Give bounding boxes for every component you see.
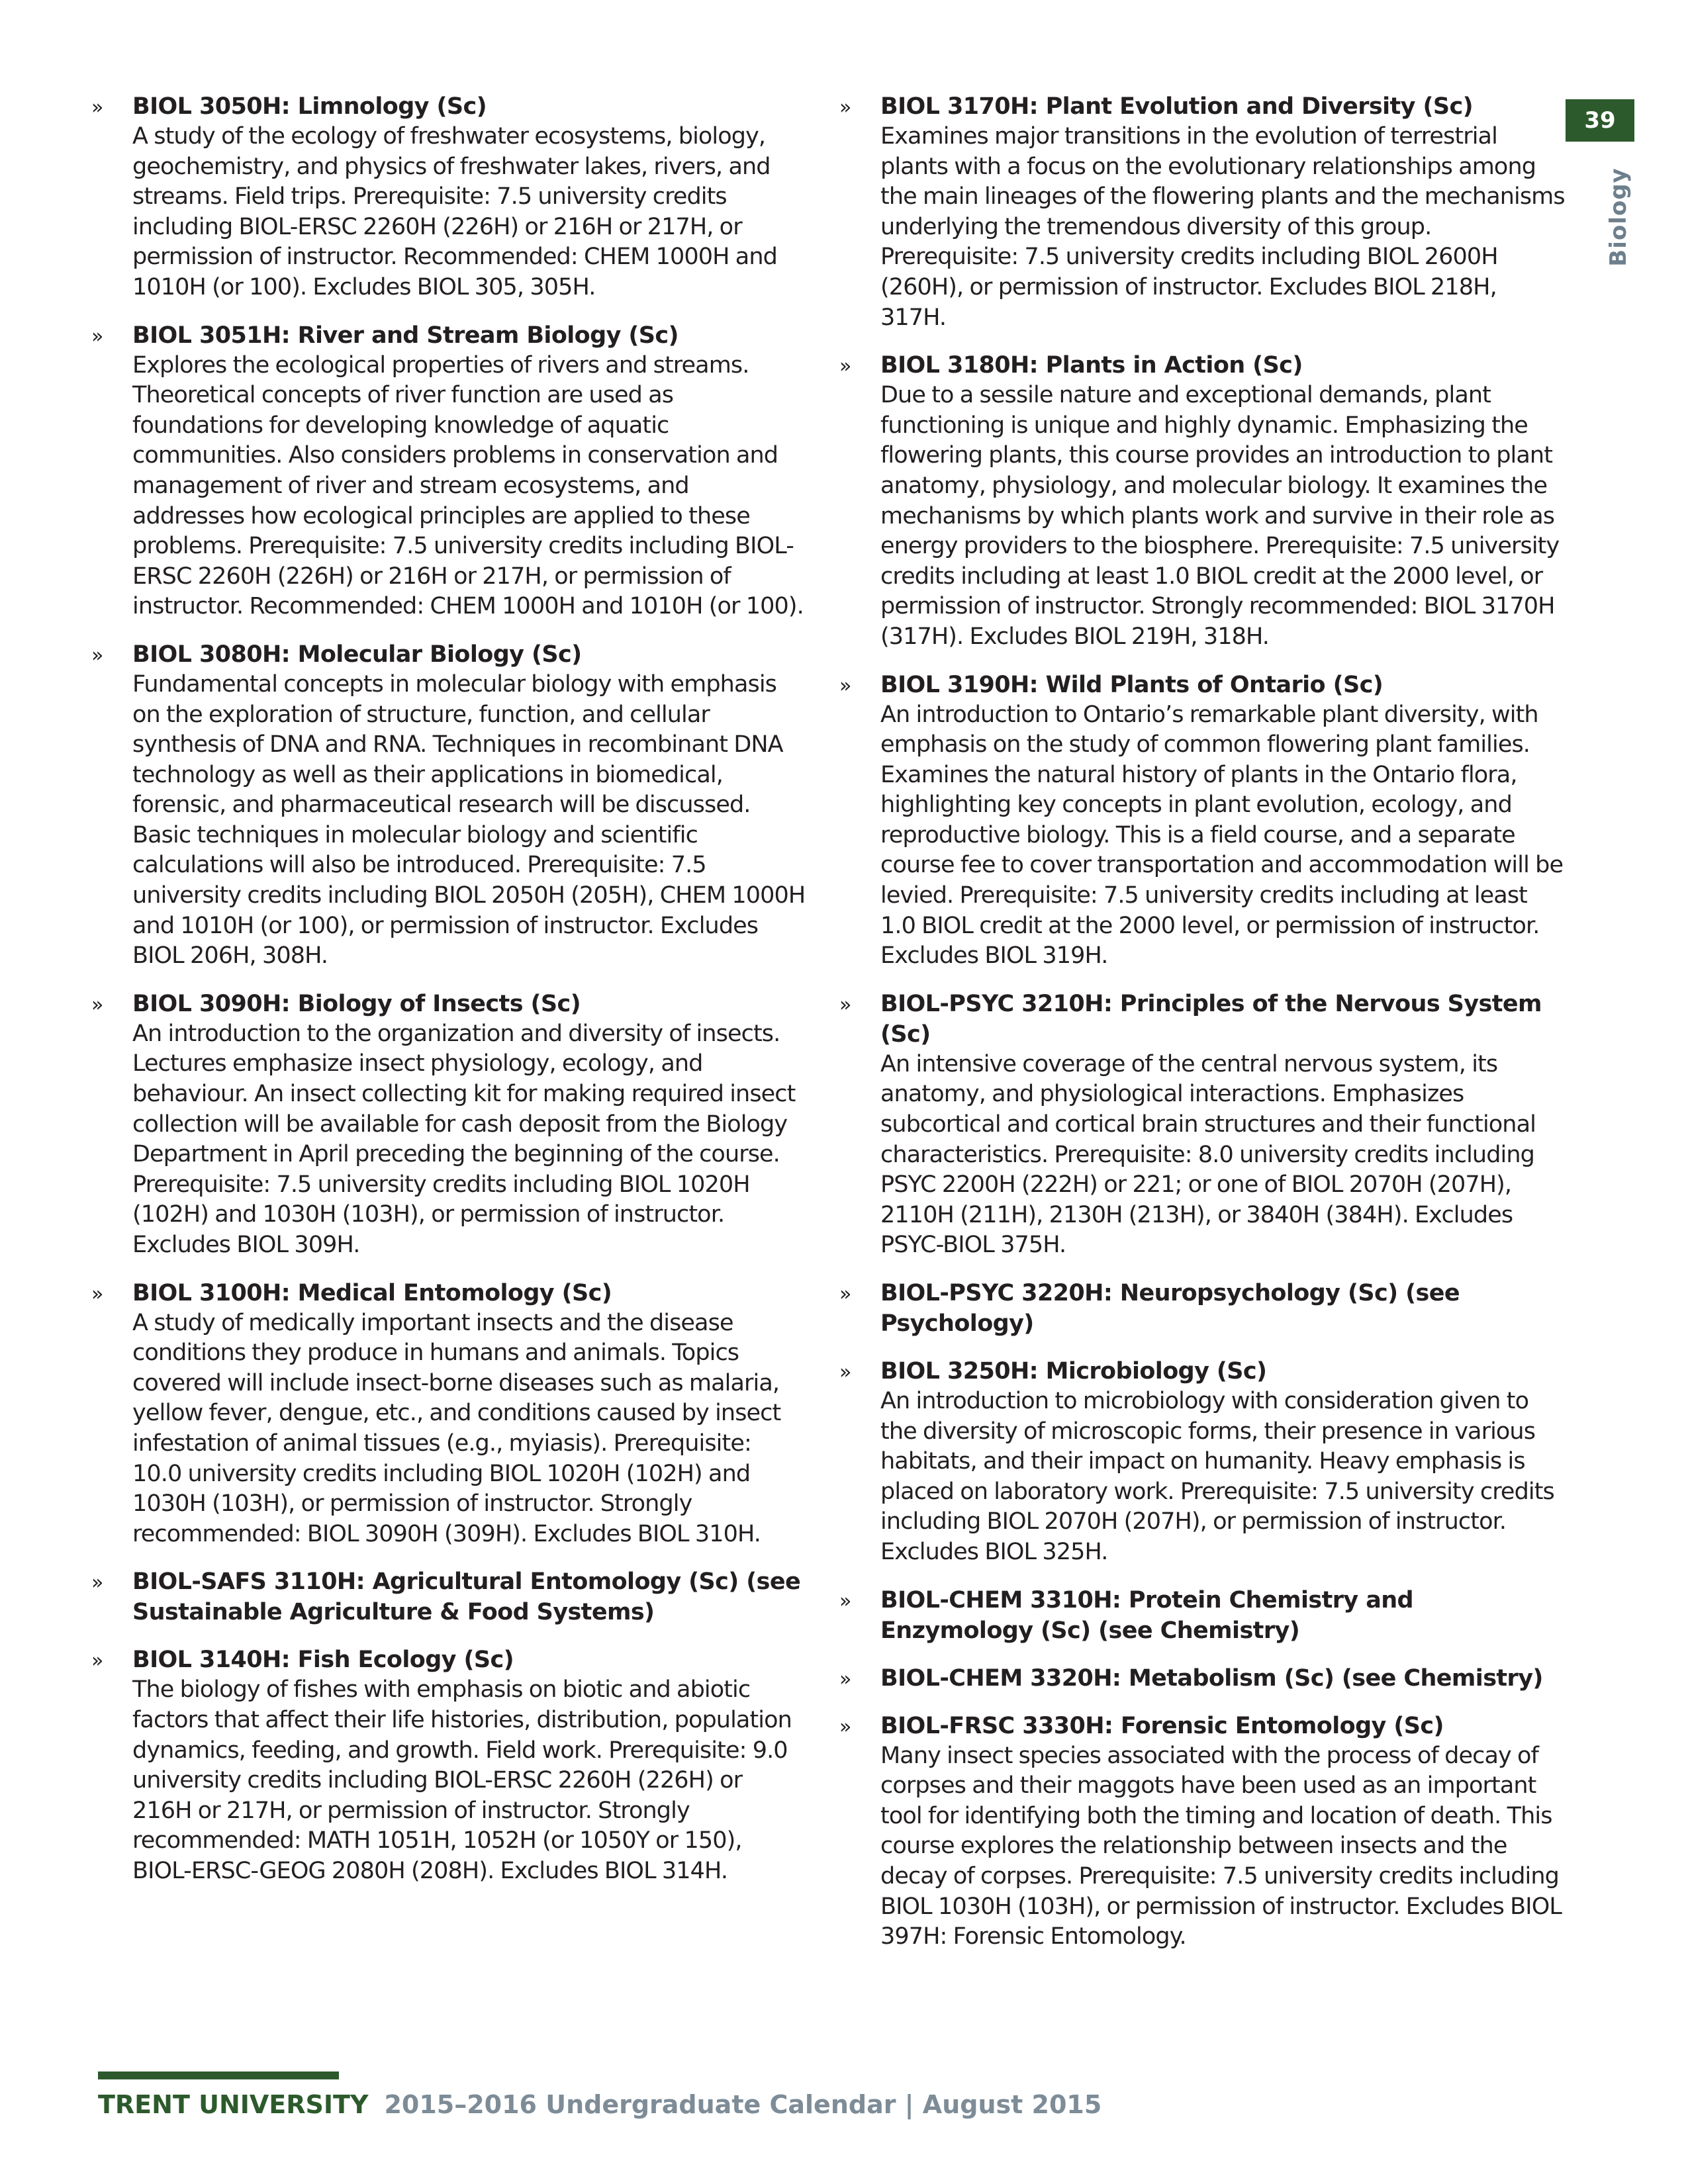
course-entry-biol-chem-3320h: [839, 1663, 1568, 1694]
course-description: Explores the ecological properties of rivers and streams. Theoretical concepts of river function are used as foundations for developing knowledge of aquatic communities. Also considers problems in conservation and management of river and stream ecosystems, and addresses how ecological principles are applied to these problems. Prerequisite: 7.5 university credits including BIOL-ERSC 2260H (226H) or 216H or 217H, or permission of instructor. Recommended: CHEM 1000H and 1010H (or 100).: [132, 351, 804, 620]
course-entry-biol-3250h: [839, 1356, 1568, 1568]
course-title: BIOL 3051H: River and Stream Biology (Sc): [132, 322, 679, 349]
bullet-icon: »: [839, 674, 852, 698]
page-number: 39: [1566, 99, 1634, 142]
course-title: BIOL-CHEM 3320H: Metabolism (Sc) (see Chemistry): [880, 1664, 1543, 1692]
course-description: A study of medically important insects and the disease conditions they produce in humans and animals. Topics covered will include insect-borne diseases such as malaria, yellow fever, dengue, etc., and conditions caused by insect infestation of animal tissues (e.g., myiasis). Prerequisite: 10.0 university credits including BIOL 1020H (102H) and 1030H (103H), or permission of instructor. Strongly recommended: BIOL 3090H (309H). Excludes BIOL 310H.: [132, 1309, 781, 1547]
course-entry-biol-3180h: [839, 350, 1568, 652]
course-description: Due to a sessile nature and exceptional demands, plant functioning is unique and highly dynamic. Emphasizing the flowering plants, this course provides an introduction to plant anatomy, physiology, and molecular biology. It examines the mechanisms by which plants work and survive in their role as energy providers to the biosphere. Prerequisite: 7.5 university credits including at least 1.0 BIOL credit at the 2000 level, or permission of instructor. Strongly recommended: BIOL 3170H (317H). Excludes BIOL 219H, 318H.: [880, 382, 1560, 650]
course-title: BIOL 3140H: Fish Ecology (Sc): [132, 1647, 514, 1674]
footer-rule: [98, 2071, 339, 2079]
section-label: [1569, 167, 1668, 267]
course-entry-biol-3170h: [839, 91, 1568, 333]
course-entry-biol-frsc-3330h: [839, 1711, 1568, 1952]
footer-university: TRENT UNIVERSITY: [98, 2090, 369, 2119]
bullet-icon: »: [91, 324, 104, 348]
course-title: BIOL-SAFS 3110H: Agricultural Entomology (Sc) (see Sustainable Agriculture & Food Systems): [132, 1569, 801, 1626]
course-title: BIOL-CHEM 3310H: Protein Chemistry and Enzymology (Sc) (see Chemistry): [880, 1586, 1414, 1644]
course-entry-biol-chem-3310h: [839, 1585, 1568, 1646]
bullet-icon: »: [91, 643, 104, 667]
course-title: BIOL-PSYC 3210H: Principles of the Nervous System (Sc): [880, 990, 1542, 1048]
bullet-icon: »: [91, 993, 104, 1017]
bullet-icon: »: [91, 1282, 104, 1306]
course-title: BIOL 3190H: Wild Plants of Ontario (Sc): [880, 671, 1383, 698]
course-description: Examines major transitions in the evolution of terrestrial plants with a focus on the evolutionary relationships among the main lineages of the flowering plants and the mechanisms underlying the tremendous diversity of this group. Prerequisite: 7.5 university credits including BIOL 2600H (260H), or permission of instructor. Excludes BIOL 218H, 317H.: [880, 123, 1565, 331]
bullet-icon: »: [839, 96, 852, 119]
bullet-icon: »: [839, 1667, 852, 1691]
course-description: Fundamental concepts in molecular biology with emphasis on the exploration of structure, function, and cellular synthesis of DNA and RNA. Techniques in recombinant DNA technology as well as their applications in biomedical, forensic, and pharmaceutical research will be discussed. Basic techniques in molecular biology and scientific calculations will also be introduced. Prerequisite: 7.5 university credits including BIOL 2050H (205H), CHEM 1000H and 1010H (or 100), or permission of instructor. Excludes BIOL 206H, 308H.: [132, 670, 806, 970]
bullet-icon: »: [839, 1589, 852, 1613]
course-entry-biol-3190h: [839, 670, 1568, 972]
course-title: BIOL 3170H: Plant Evolution and Diversity (Sc): [880, 93, 1474, 120]
course-description: The biology of fishes with emphasis on biotic and abiotic factors that affect their life histories, distribution, population dynamics, feeding, and growth. Field work. Prerequisite: 9.0 university credits including BIOL-ERSC 2260H (226H) or 216H or 217H, or permission of instructor. Strongly recommended: MATH 1051H, 1052H (or 1050Y or 150), BIOL-ERSC-GEOG 2080H (208H). Excludes BIOL 314H.: [132, 1676, 792, 1884]
course-title: BIOL 3090H: Biology of Insects (Sc): [132, 990, 581, 1017]
bullet-icon: »: [839, 1283, 852, 1306]
course-title: BIOL 3180H: Plants in Action (Sc): [880, 352, 1303, 379]
bullet-icon: »: [91, 1649, 104, 1673]
bullet-icon: »: [91, 96, 104, 119]
course-entry-biol-3080h: [91, 639, 806, 972]
bullet-icon: »: [91, 1571, 104, 1595]
course-description: A study of the ecology of freshwater ecosystems, biology, geochemistry, and physics of freshwater lakes, rivers, and streams. Field trips. Prerequisite: 7.5 university credits including BIOL-ERSC 2260H (226H) or 216H or 217H, or permission of instructor. Recommended: CHEM 1000H and 1010H (or 100). Excludes BIOL 305, 305H.: [132, 123, 777, 300]
course-entry-biol-3051h: [91, 320, 806, 622]
course-title: BIOL 3080H: Molecular Biology (Sc): [132, 641, 582, 668]
course-description: Many insect species associated with the process of decay of corpses and their maggots have been used as an important tool for identifying both the timing and location of death. This course explores the relationship between insects and the decay of corpses. Prerequisite: 7.5 university credits including BIOL 1030H (103H), or permission of instructor. Excludes BIOL 397H: Forensic Entomology.: [880, 1742, 1562, 1950]
course-entry-biol-3140h: [91, 1645, 806, 1886]
course-entry-biol-safs-3110h: [91, 1567, 806, 1627]
course-entry-biol-3100h: [91, 1278, 806, 1550]
section-label-text: Biology: [1605, 167, 1632, 267]
course-title: BIOL-FRSC 3330H: Forensic Entomology (Sc): [880, 1712, 1444, 1739]
bullet-icon: »: [839, 1361, 852, 1384]
course-description: An intensive coverage of the central nervous system, its anatomy, and physiological interactions. Emphasizes subcortical and cortical brain structures and their functional characteristics. Prerequisite: 8.0 university credits including PSYC 2200H (222H) or 221; or one of BIOL 2070H (207H), 2110H (211H), 2130H (213H), or 3840H (384H). Excludes PSYC-BIOL 375H.: [880, 1050, 1536, 1259]
course-description: An introduction to the organization and diversity of insects. Lectures emphasize insect physiology, ecology, and behaviour. An insect collecting kit for making required insect collection will be available for cash deposit from the Biology Department in April preceding the beginning of the course. Prerequisite: 7.5 university credits including BIOL 1020H (102H) and 1030H (103H), or permission of instructor. Excludes BIOL 309H.: [132, 1020, 796, 1258]
footer: [98, 2090, 1102, 2119]
course-title: BIOL 3050H: Limnology (Sc): [132, 93, 487, 120]
course-entry-biol-3050h: [91, 91, 806, 303]
course-entry-biol-3090h: [91, 989, 806, 1261]
bullet-icon: »: [839, 355, 852, 379]
course-title: BIOL-PSYC 3220H: Neuropsychology (Sc) (see Psychology): [880, 1280, 1460, 1337]
course-title: BIOL 3100H: Medical Entomology (Sc): [132, 1279, 612, 1306]
course-entry-biol-psyc-3210h: [839, 989, 1568, 1261]
bullet-icon: »: [839, 993, 852, 1017]
course-title: BIOL 3250H: Microbiology (Sc): [880, 1358, 1267, 1385]
left-column: [91, 91, 806, 1904]
course-description: An introduction to microbiology with consideration given to the diversity of microscopic forms, their presence in various habitats, and their impact on humanity. Heavy emphasis is placed on laboratory work. Prerequisite: 7.5 university credits including BIOL 2070H (207H), or permission of instructor. Excludes BIOL 325H.: [880, 1388, 1554, 1565]
footer-calendar: 2015–2016 Undergraduate Calendar | August 2015: [384, 2090, 1102, 2119]
course-entry-biol-psyc-3220h: [839, 1278, 1568, 1339]
course-description: An introduction to Ontario’s remarkable plant diversity, with emphasis on the study of common flowering plant families. Examines the natural history of plants in the Ontario flora, highlighting key concepts in plant evolution, ecology, and reproductive biology. This is a field course, and a separate course fee to cover transportation and accommodation will be levied. Prerequisite: 7.5 university credits including at least 1.0 BIOL credit at the 2000 level, or permission of instructor. Excludes BIOL 319H.: [880, 701, 1564, 970]
bullet-icon: »: [839, 1715, 852, 1739]
right-column: [839, 91, 1568, 1970]
